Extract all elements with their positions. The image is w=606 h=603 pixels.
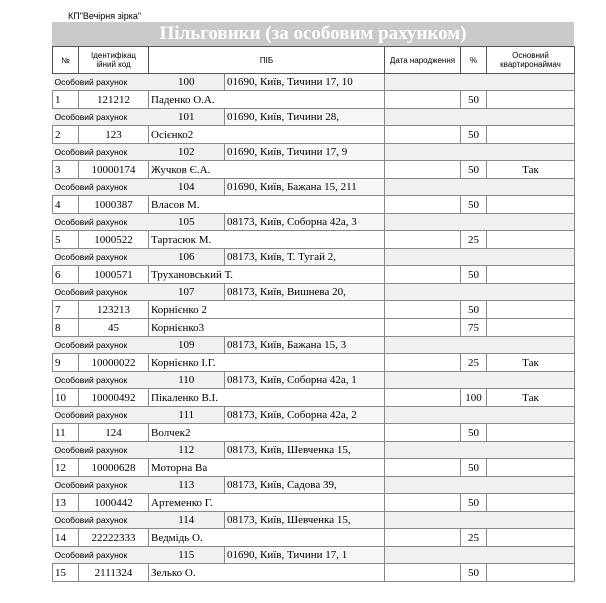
account-row (53, 512, 575, 529)
row-number: 13 (53, 494, 79, 512)
row-number: 1 (53, 91, 79, 109)
birth-date (385, 126, 461, 144)
account-blank (385, 109, 575, 126)
birth-date (385, 564, 461, 582)
birth-date (385, 459, 461, 477)
row-number: 12 (53, 459, 79, 477)
account-label: Особовий рахунок (53, 179, 149, 196)
full-name: Ведмідь О. (149, 529, 385, 547)
main-tenant (487, 266, 575, 284)
account-blank (385, 179, 575, 196)
beneficiaries-table (52, 46, 575, 582)
ident-code: 22222333 (79, 529, 149, 547)
account-number: 107 (149, 284, 225, 301)
full-name: Корнієнко І.Г. (149, 354, 385, 372)
main-tenant (487, 459, 575, 477)
account-row (53, 74, 575, 91)
account-number: 105 (149, 214, 225, 231)
row-number: 15 (53, 564, 79, 582)
percent: 50 (461, 266, 487, 284)
account-row (53, 249, 575, 266)
beneficiary-row (53, 266, 575, 284)
percent: 100 (461, 389, 487, 407)
birth-date (385, 301, 461, 319)
main-tenant (487, 564, 575, 582)
row-number: 14 (53, 529, 79, 547)
account-label: Особовий рахунок (53, 372, 149, 389)
main-tenant (487, 91, 575, 109)
account-row (53, 547, 575, 564)
birth-date (385, 354, 461, 372)
account-label: Особовий рахунок (53, 337, 149, 354)
account-number: 113 (149, 477, 225, 494)
main-tenant: Так (487, 389, 575, 407)
full-name: Паденко О.А. (149, 91, 385, 109)
beneficiary-row (53, 494, 575, 512)
percent: 50 (461, 564, 487, 582)
account-blank (385, 547, 575, 564)
account-address: 08173, Київ, Садова 39, (225, 477, 385, 494)
full-name: Корнієнко 2 (149, 301, 385, 319)
row-number: 6 (53, 266, 79, 284)
birth-date (385, 529, 461, 547)
ident-code: 1000387 (79, 196, 149, 214)
ident-code: 124 (79, 424, 149, 442)
account-blank (385, 249, 575, 266)
account-row (53, 477, 575, 494)
beneficiary-row (53, 354, 575, 372)
account-label: Особовий рахунок (53, 512, 149, 529)
ident-code: 123 (79, 126, 149, 144)
account-blank (385, 214, 575, 231)
col-tenant: Основний квартиронаймач (487, 47, 575, 74)
birth-date (385, 266, 461, 284)
account-blank (385, 512, 575, 529)
row-number: 2 (53, 126, 79, 144)
row-number: 9 (53, 354, 79, 372)
row-number: 4 (53, 196, 79, 214)
account-label: Особовий рахунок (53, 74, 149, 91)
account-address: 08173, Київ, Соборна 42а, 2 (225, 407, 385, 424)
account-number: 114 (149, 512, 225, 529)
ident-code: 10000492 (79, 389, 149, 407)
account-row (53, 179, 575, 196)
account-blank (385, 284, 575, 301)
ident-code: 1000571 (79, 266, 149, 284)
full-name: Власов М. (149, 196, 385, 214)
birth-date (385, 319, 461, 337)
ident-code: 2111324 (79, 564, 149, 582)
main-tenant: Так (487, 354, 575, 372)
account-label: Особовий рахунок (53, 477, 149, 494)
account-blank (385, 407, 575, 424)
account-label: Особовий рахунок (53, 249, 149, 266)
account-label: Особовий рахунок (53, 284, 149, 301)
col-name: ПІБ (149, 47, 385, 74)
beneficiary-row (53, 126, 575, 144)
birth-date (385, 231, 461, 249)
account-blank (385, 442, 575, 459)
account-blank (385, 372, 575, 389)
percent: 50 (461, 301, 487, 319)
col-ident: Ідентифікац ійний код (79, 47, 149, 74)
account-row (53, 214, 575, 231)
ident-code: 123213 (79, 301, 149, 319)
birth-date (385, 196, 461, 214)
account-address: 08173, Київ, Вишнева 20, (225, 284, 385, 301)
account-address: 08173, Київ, Соборна 42а, 1 (225, 372, 385, 389)
account-address: 08173, Київ, Т. Тугай 2, (225, 249, 385, 266)
birth-date (385, 424, 461, 442)
account-row (53, 442, 575, 459)
account-number: 100 (149, 74, 225, 91)
account-row (53, 407, 575, 424)
account-address: 08173, Київ, Шевченка 15, (225, 512, 385, 529)
account-label: Особовий рахунок (53, 144, 149, 161)
account-number: 101 (149, 109, 225, 126)
percent: 50 (461, 424, 487, 442)
percent: 50 (461, 494, 487, 512)
percent: 50 (461, 126, 487, 144)
account-blank (385, 74, 575, 91)
main-tenant: Так (487, 161, 575, 179)
account-address: 08173, Київ, Бажана 15, 3 (225, 337, 385, 354)
report-title: Пільговики (за особовим рахунком) (52, 22, 574, 46)
beneficiary-row (53, 529, 575, 547)
percent: 50 (461, 459, 487, 477)
beneficiary-row (53, 231, 575, 249)
account-address: 01690, Київ, Бажана 15, 211 (225, 179, 385, 196)
account-label: Особовий рахунок (53, 109, 149, 126)
main-tenant (487, 529, 575, 547)
account-address: 08173, Київ, Соборна 42а, 3 (225, 214, 385, 231)
row-number: 5 (53, 231, 79, 249)
main-tenant (487, 301, 575, 319)
ident-code: 121212 (79, 91, 149, 109)
account-blank (385, 144, 575, 161)
account-row (53, 372, 575, 389)
account-address: 01690, Київ, Тичини 28, (225, 109, 385, 126)
full-name: Волчек2 (149, 424, 385, 442)
account-row (53, 109, 575, 126)
org-name: КП"Вечірня зірка" (68, 11, 142, 21)
account-address: 08173, Київ, Шевченка 15, (225, 442, 385, 459)
percent: 75 (461, 319, 487, 337)
full-name: Зелько О. (149, 564, 385, 582)
account-row (53, 144, 575, 161)
account-blank (385, 337, 575, 354)
full-name: Корнієнко3 (149, 319, 385, 337)
full-name: Жучков Є.А. (149, 161, 385, 179)
percent: 50 (461, 161, 487, 179)
account-number: 109 (149, 337, 225, 354)
percent: 25 (461, 354, 487, 372)
beneficiary-row (53, 196, 575, 214)
main-tenant (487, 196, 575, 214)
account-number: 112 (149, 442, 225, 459)
ident-code: 10000628 (79, 459, 149, 477)
full-name: Моторна Ва (149, 459, 385, 477)
row-number: 3 (53, 161, 79, 179)
account-row (53, 284, 575, 301)
beneficiary-row (53, 319, 575, 337)
report (52, 10, 574, 582)
full-name: Артеменко Г. (149, 494, 385, 512)
account-label: Особовий рахунок (53, 407, 149, 424)
account-number: 106 (149, 249, 225, 266)
account-blank (385, 477, 575, 494)
ident-code: 10000022 (79, 354, 149, 372)
table-header (53, 47, 575, 74)
account-address: 01690, Київ, Тичини 17, 9 (225, 144, 385, 161)
ident-code: 1000522 (79, 231, 149, 249)
account-row (53, 337, 575, 354)
row-number: 8 (53, 319, 79, 337)
birth-date (385, 494, 461, 512)
main-tenant (487, 126, 575, 144)
full-name: Трухановський Т. (149, 266, 385, 284)
full-name: Пікаленко В.І. (149, 389, 385, 407)
row-number: 11 (53, 424, 79, 442)
percent: 25 (461, 529, 487, 547)
percent: 50 (461, 91, 487, 109)
account-number: 102 (149, 144, 225, 161)
birth-date (385, 161, 461, 179)
account-number: 104 (149, 179, 225, 196)
account-label: Особовий рахунок (53, 442, 149, 459)
account-number: 115 (149, 547, 225, 564)
beneficiary-row (53, 161, 575, 179)
full-name: Тартасюк М. (149, 231, 385, 249)
main-tenant (487, 494, 575, 512)
ident-code: 45 (79, 319, 149, 337)
main-tenant (487, 231, 575, 249)
account-address: 01690, Київ, Тичини 17, 1 (225, 547, 385, 564)
col-pct: % (461, 47, 487, 74)
col-no: № (53, 47, 79, 74)
birth-date (385, 91, 461, 109)
percent: 25 (461, 231, 487, 249)
birth-date (385, 389, 461, 407)
beneficiary-row (53, 424, 575, 442)
main-tenant (487, 424, 575, 442)
percent: 50 (461, 196, 487, 214)
beneficiary-row (53, 389, 575, 407)
beneficiary-row (53, 301, 575, 319)
ident-code: 1000442 (79, 494, 149, 512)
account-label: Особовий рахунок (53, 214, 149, 231)
full-name: Осієнко2 (149, 126, 385, 144)
beneficiary-row (53, 91, 575, 109)
row-number: 7 (53, 301, 79, 319)
account-number: 111 (149, 407, 225, 424)
main-tenant (487, 319, 575, 337)
beneficiary-row (53, 564, 575, 582)
row-number: 10 (53, 389, 79, 407)
col-birth: Дата народження (385, 47, 461, 74)
account-number: 110 (149, 372, 225, 389)
account-address: 01690, Київ, Тичини 17, 10 (225, 74, 385, 91)
ident-code: 10000174 (79, 161, 149, 179)
account-label: Особовий рахунок (53, 547, 149, 564)
beneficiary-row (53, 459, 575, 477)
